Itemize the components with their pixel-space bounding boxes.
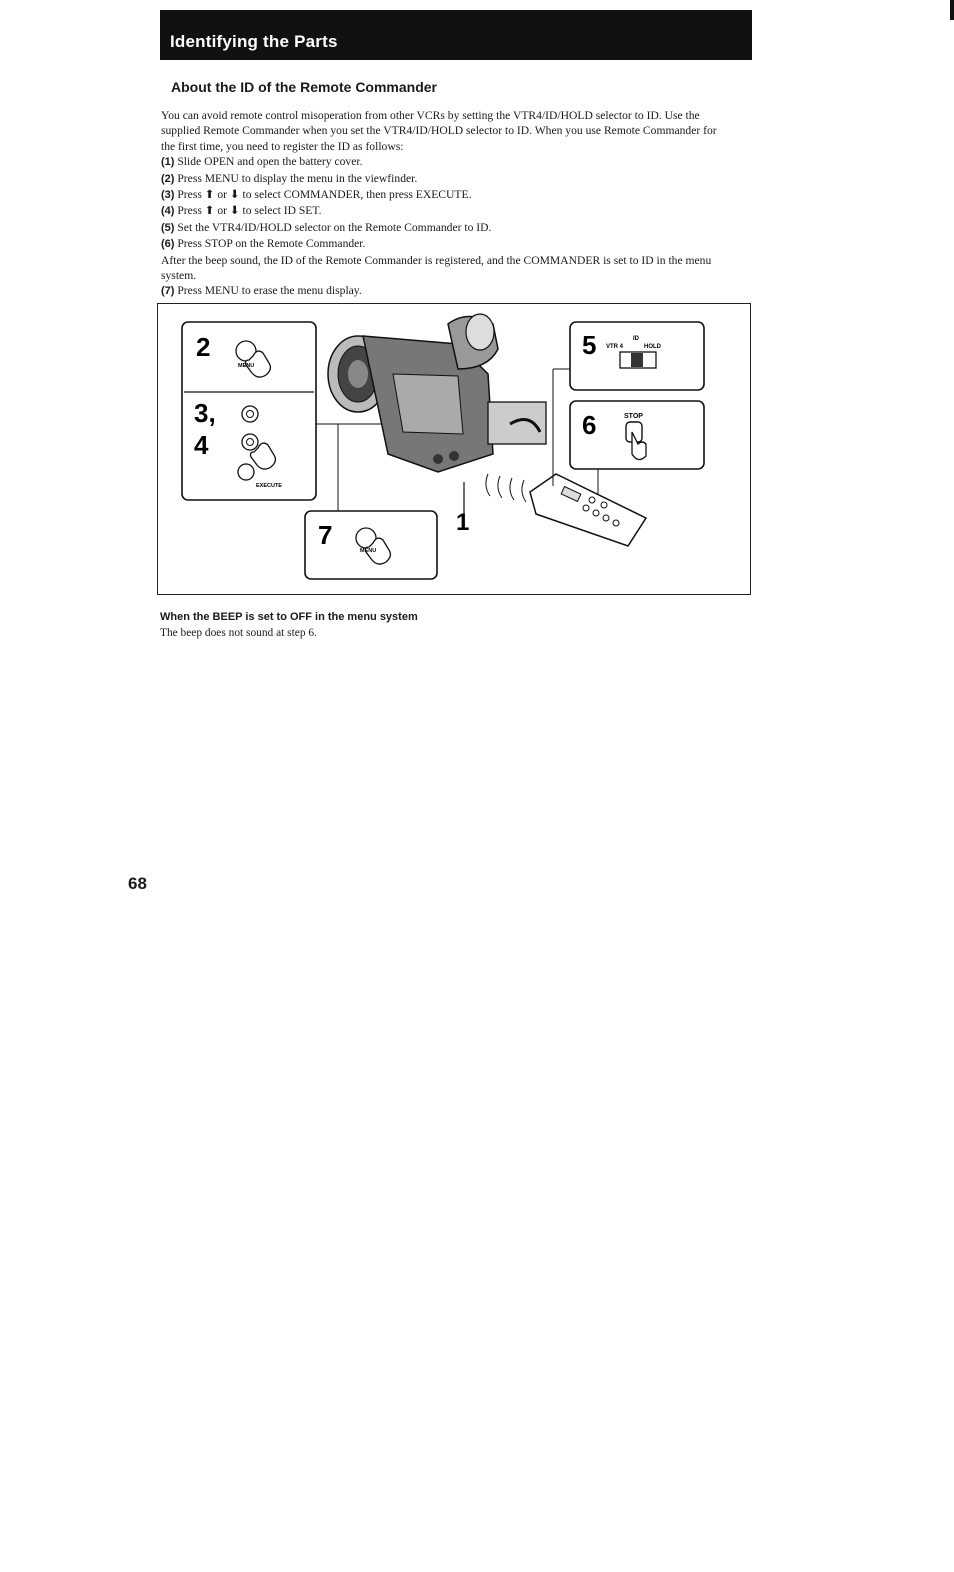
vtr4-label: VTR 4 xyxy=(606,344,624,350)
after-paragraph: After the beep sound, the ID of the Remote Commander is registered, and the COMMANDER is set to ID in the menu system. xyxy=(161,253,712,283)
step-panel-stop xyxy=(570,401,704,469)
step-number: (1) xyxy=(161,156,175,169)
step-3-number: 3, xyxy=(194,398,216,428)
step-text: Press MENU to display the menu in the viewfinder. xyxy=(177,171,418,185)
step-5-number: 5 xyxy=(582,330,597,360)
note-text: The beep does not sound at step 6. xyxy=(160,627,317,639)
hold-label: HOLD xyxy=(644,344,661,350)
step-panel-vtr-selector xyxy=(570,322,704,390)
step-text: Press ⬆ or ⬇ to select COMMANDER, then press EXECUTE. xyxy=(177,188,472,202)
pointing-hand-icon xyxy=(632,432,646,460)
step-line xyxy=(161,236,725,252)
section-header-title: Identifying the Parts xyxy=(170,32,338,51)
step-line xyxy=(161,283,725,299)
step-text: Set the VTR4/ID/HOLD selector on the Remote Commander to ID. xyxy=(177,220,492,234)
remote-commander-illustration xyxy=(530,474,646,546)
step-line xyxy=(161,171,725,187)
step-number: (6) xyxy=(161,238,175,251)
step-line xyxy=(161,203,725,219)
step-number: (4) xyxy=(161,205,175,218)
step-panel-menu-execute xyxy=(182,322,316,500)
step-panel-erase-menu xyxy=(305,511,437,579)
page-number: 68 xyxy=(128,874,147,893)
page-edge-mark xyxy=(950,0,954,20)
menu-label: MENU xyxy=(238,363,255,369)
execute-label: EXECUTE xyxy=(256,483,282,489)
up-button-icon xyxy=(242,406,258,422)
step-text: Press STOP on the Remote Commander. xyxy=(177,237,366,251)
subsection-title: About the ID of the Remote Commander xyxy=(171,79,438,95)
step-7-number: 7 xyxy=(318,520,333,550)
step-line xyxy=(161,220,725,236)
step-number: (5) xyxy=(161,221,175,234)
note-title: When the BEEP is set to OFF in the menu system xyxy=(160,611,418,623)
step-number: (2) xyxy=(161,172,175,185)
execute-button-icon xyxy=(238,464,254,480)
stop-label: STOP xyxy=(624,413,643,420)
step-line xyxy=(161,187,725,203)
step-text: Press ⬆ or ⬇ to select ID SET. xyxy=(177,204,322,218)
step-1-number: 1 xyxy=(456,509,470,536)
step-text: Slide OPEN and open the battery cover. xyxy=(177,155,363,169)
step-text: Press MENU to erase the menu display. xyxy=(177,284,362,298)
id-label: ID xyxy=(633,336,639,342)
step-2-number: 2 xyxy=(196,332,211,362)
selector-knob xyxy=(631,353,643,367)
step-number: (3) xyxy=(161,189,175,202)
intro-paragraph: You can avoid remote control misoperation from other VCRs by setting the VTR4/ID/HOLD selector to ID. Use the supplied Remote Commander when you set the VTR4/ID/HOLD selector to ID. When you use Remote Commander for the first time, you need to register the ID as follows: xyxy=(161,109,717,153)
down-button-icon xyxy=(242,434,258,450)
menu-label: MENU xyxy=(360,548,377,554)
instruction-illustration xyxy=(157,303,751,595)
step-6-number: 6 xyxy=(582,410,597,440)
section-header-bar xyxy=(160,10,752,60)
illustration-svg xyxy=(158,304,752,596)
step-line xyxy=(161,154,725,170)
instructions-body xyxy=(161,108,725,300)
step-number: (7) xyxy=(161,285,175,298)
step-4-number: 4 xyxy=(194,430,209,460)
pointing-hand-icon xyxy=(250,443,275,469)
camcorder-illustration xyxy=(328,314,546,472)
